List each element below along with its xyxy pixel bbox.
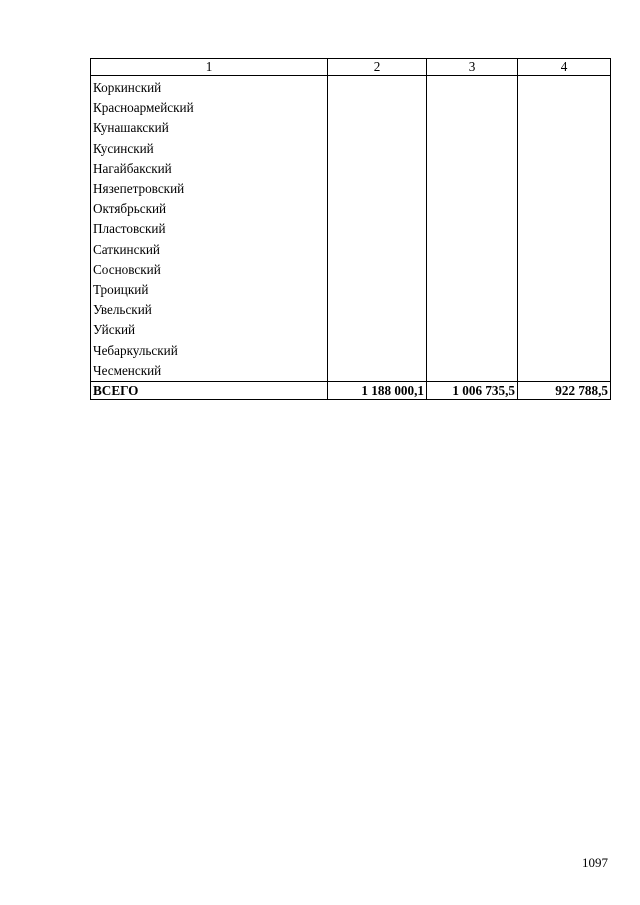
table-header-row	[91, 59, 611, 76]
value-cell	[427, 118, 518, 138]
value-cell	[328, 361, 427, 382]
value-cell	[328, 341, 427, 361]
value-cell	[518, 76, 611, 99]
value-cell	[518, 260, 611, 280]
value-cell	[427, 159, 518, 179]
district-name-cell: Кунашакский	[91, 118, 328, 138]
district-name-cell: Октябрьский	[91, 199, 328, 219]
table-row	[91, 118, 611, 138]
district-name-cell: Красноармейский	[91, 98, 328, 118]
value-cell	[518, 118, 611, 138]
value-cell	[328, 260, 427, 280]
value-cell	[328, 300, 427, 320]
table-row	[91, 139, 611, 159]
value-cell	[427, 219, 518, 239]
table-row	[91, 320, 611, 340]
value-cell	[328, 118, 427, 138]
value-cell	[427, 320, 518, 340]
table-row	[91, 76, 611, 99]
district-name-cell: Пластовский	[91, 219, 328, 239]
district-name-cell: Уйский	[91, 320, 328, 340]
value-cell	[518, 300, 611, 320]
value-cell	[427, 240, 518, 260]
value-cell	[518, 98, 611, 118]
data-table	[90, 58, 611, 400]
column-header: 2	[328, 59, 427, 76]
district-name-cell: Увельский	[91, 300, 328, 320]
page-number: 1097	[582, 855, 608, 870]
district-name-cell: Саткинский	[91, 240, 328, 260]
value-cell	[518, 320, 611, 340]
district-name-cell: Коркинский	[91, 76, 328, 99]
table-row	[91, 341, 611, 361]
value-cell	[518, 159, 611, 179]
value-cell	[518, 361, 611, 382]
value-cell	[427, 300, 518, 320]
column-header: 4	[518, 59, 611, 76]
value-cell	[518, 240, 611, 260]
table-row	[91, 280, 611, 300]
district-name-cell: Чесменский	[91, 361, 328, 382]
value-cell	[518, 341, 611, 361]
value-cell	[328, 280, 427, 300]
value-cell	[518, 219, 611, 239]
value-cell	[427, 199, 518, 219]
district-name-cell: Нагайбакский	[91, 159, 328, 179]
data-table-container	[90, 58, 610, 400]
table-row	[91, 98, 611, 118]
table-row	[91, 219, 611, 239]
value-cell	[427, 341, 518, 361]
value-cell	[328, 139, 427, 159]
value-cell	[427, 361, 518, 382]
table-row	[91, 300, 611, 320]
value-cell	[328, 240, 427, 260]
value-cell	[427, 76, 518, 99]
value-cell	[427, 98, 518, 118]
table-row	[91, 361, 611, 382]
value-cell	[427, 260, 518, 280]
table-row	[91, 199, 611, 219]
value-cell	[328, 159, 427, 179]
district-name-cell: Кусинский	[91, 139, 328, 159]
column-header: 3	[427, 59, 518, 76]
total-value-cell: 1 006 735,5	[427, 382, 518, 400]
district-name-cell: Нязепетровский	[91, 179, 328, 199]
value-cell	[427, 139, 518, 159]
total-row	[91, 382, 611, 400]
value-cell	[328, 76, 427, 99]
value-cell	[328, 199, 427, 219]
column-header: 1	[91, 59, 328, 76]
value-cell	[518, 199, 611, 219]
table-body	[91, 76, 611, 400]
value-cell	[328, 219, 427, 239]
value-cell	[328, 179, 427, 199]
total-value-cell: 1 188 000,1	[328, 382, 427, 400]
value-cell	[518, 280, 611, 300]
district-name-cell: Сосновский	[91, 260, 328, 280]
total-value-cell: 922 788,5	[518, 382, 611, 400]
value-cell	[518, 139, 611, 159]
table-row	[91, 240, 611, 260]
total-label-cell: ВСЕГО	[91, 382, 328, 400]
district-name-cell: Чебаркульский	[91, 341, 328, 361]
value-cell	[427, 280, 518, 300]
value-cell	[328, 320, 427, 340]
table-row	[91, 179, 611, 199]
value-cell	[427, 179, 518, 199]
table-row	[91, 159, 611, 179]
value-cell	[518, 179, 611, 199]
district-name-cell: Троицкий	[91, 280, 328, 300]
value-cell	[328, 98, 427, 118]
table-row	[91, 260, 611, 280]
